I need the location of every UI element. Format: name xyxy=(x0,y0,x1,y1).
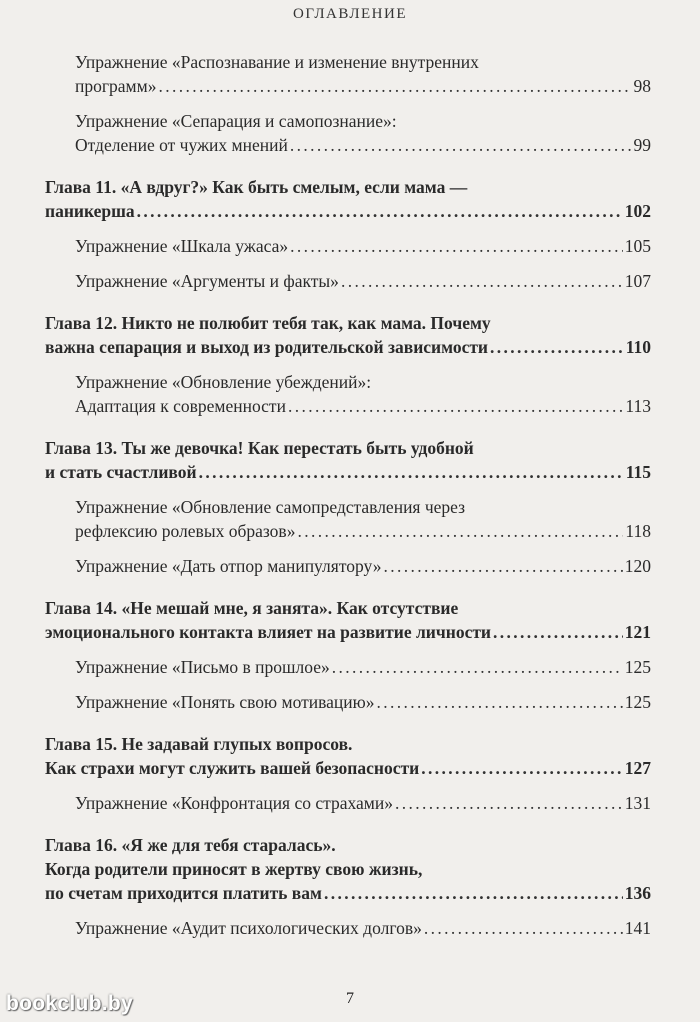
toc-page-number: 113 xyxy=(625,396,651,416)
leader-dots xyxy=(199,460,624,484)
toc-entry-line: Глава 12. Никто не полюбит тебя так, как мама. Почему xyxy=(45,313,491,333)
toc-entry-chapter xyxy=(0,311,651,359)
page-number-footer: 7 xyxy=(346,990,354,1007)
toc-page-number: 107 xyxy=(624,271,651,291)
toc-entry-text: Упражнение «Понять свою мотивацию» xyxy=(75,692,375,712)
toc-entry-exercise xyxy=(0,690,651,714)
toc-entry-text: по счетам приходится платить вам xyxy=(45,883,322,903)
toc-entry-text: важна сепарация и выход из родительской зависимости xyxy=(45,337,489,357)
toc-entry-chapter xyxy=(0,833,651,905)
toc-entry-chapter xyxy=(0,732,651,780)
toc-entry-exercise xyxy=(0,791,651,815)
toc-entry-line: Глава 16. «Я же для тебя старалась». xyxy=(45,835,336,855)
toc-entry-exercise xyxy=(0,109,651,157)
leader-dots xyxy=(297,519,623,543)
page-header-title: ОГЛАВЛЕНИЕ xyxy=(293,6,407,22)
toc-entry-text: Упражнение «Дать отпор манипулятору» xyxy=(75,556,382,576)
toc-entry-exercise xyxy=(0,655,651,679)
toc-entry-line: Упражнение «Обновление самопредставления через xyxy=(75,497,466,517)
toc-page-number: 98 xyxy=(633,76,651,96)
toc-page-number: 125 xyxy=(624,692,651,712)
table-of-contents xyxy=(0,50,700,951)
toc-page-number: 121 xyxy=(624,622,651,642)
leader-dots xyxy=(288,394,623,418)
toc-page-number: 105 xyxy=(624,236,651,256)
toc-entry-exercise xyxy=(0,370,651,418)
toc-page-number: 99 xyxy=(633,135,651,155)
toc-entry-exercise xyxy=(0,269,651,293)
toc-entry-line: Упражнение «Распознавание и изменение внутренних xyxy=(75,52,479,72)
leader-dots xyxy=(490,335,624,359)
toc-entry-line: Упражнение «Обновление убеждений»: xyxy=(75,372,372,392)
toc-page-number: 125 xyxy=(624,657,651,677)
toc-entry-text: Упражнение «Письмо в прошлое» xyxy=(75,657,330,677)
leader-dots xyxy=(421,756,623,780)
toc-entry-line: Глава 14. «Не мешай мне, я занята». Как отсутствие xyxy=(45,598,459,618)
toc-page-number: 102 xyxy=(624,201,651,221)
toc-entry-text: рефлексию ролевых образов» xyxy=(75,521,296,541)
toc-entry-exercise xyxy=(0,50,651,98)
toc-entry-exercise xyxy=(0,234,651,258)
leader-dots xyxy=(332,655,623,679)
toc-entry-text: Упражнение «Аудит психологических долгов» xyxy=(75,918,422,938)
toc-entry-text: программ» xyxy=(75,76,157,96)
toc-entry-text: паникерша xyxy=(45,201,135,221)
toc-entry-line: Когда родители приносят в жертву свою жизнь, xyxy=(45,859,423,879)
toc-entry-chapter xyxy=(0,596,651,644)
leader-dots xyxy=(290,133,632,157)
toc-entry-chapter xyxy=(0,436,651,484)
toc-page-number: 110 xyxy=(625,337,651,357)
toc-entry-line: Глава 13. Ты же девочка! Как перестать быть удобной xyxy=(45,438,474,458)
toc-entry-text: и стать счастливой xyxy=(45,462,197,482)
leader-dots xyxy=(395,791,623,815)
toc-entry-line: Упражнение «Сепарация и самопознание»: xyxy=(75,111,397,131)
toc-entry-text: Адаптация к современности xyxy=(75,396,286,416)
toc-entry-exercise xyxy=(0,916,651,940)
leader-dots xyxy=(424,916,623,940)
toc-entry-text: Как страхи могут служить вашей безопасности xyxy=(45,758,420,778)
leader-dots xyxy=(376,690,622,714)
leader-dots xyxy=(341,269,623,293)
leader-dots xyxy=(290,234,623,258)
toc-page-number: 120 xyxy=(624,556,651,576)
leader-dots xyxy=(383,554,622,578)
leader-dots xyxy=(324,881,623,905)
toc-page-number: 131 xyxy=(624,793,651,813)
toc-entry-text: Отделение от чужих мнений xyxy=(75,135,288,155)
leader-dots xyxy=(137,199,623,223)
toc-entry-text: эмоционального контакта влияет на развитие личности xyxy=(45,622,492,642)
toc-page-number: 115 xyxy=(625,462,651,482)
toc-entry-text: Упражнение «Шкала ужаса» xyxy=(75,236,289,256)
toc-entry-line: Глава 11. «А вдруг?» Как быть смелым, если мама — xyxy=(45,177,468,197)
toc-entry-exercise xyxy=(0,495,651,543)
toc-entry-text: Упражнение «Конфронтация со страхами» xyxy=(75,793,393,813)
toc-page-number: 136 xyxy=(624,883,651,903)
leader-dots xyxy=(493,620,623,644)
toc-page-number: 118 xyxy=(625,521,651,541)
toc-page-number: 127 xyxy=(624,758,651,778)
toc-entry-text: Упражнение «Аргументы и факты» xyxy=(75,271,339,291)
watermark-logo: bookclub.by xyxy=(6,992,133,1015)
leader-dots xyxy=(158,74,631,98)
toc-entry-line: Глава 15. Не задавай глупых вопросов. xyxy=(45,734,353,754)
toc-page-number: 141 xyxy=(624,918,651,938)
toc-entry-chapter xyxy=(0,175,651,223)
toc-entry-exercise xyxy=(0,554,651,578)
